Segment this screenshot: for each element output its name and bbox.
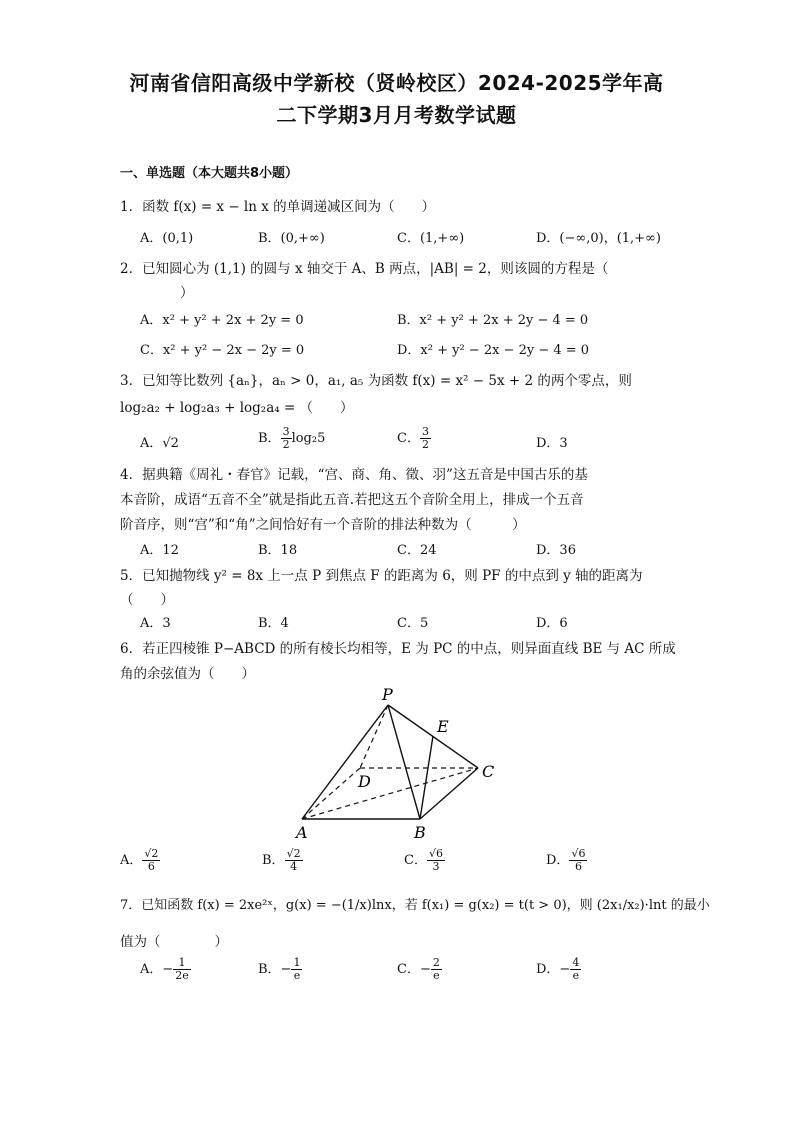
diagonal-ac bbox=[302, 768, 478, 819]
question-3-stem: 3．已知等比数列 {aₙ}，aₙ > 0，a₁, a₅ 为函数 f(x) = x² − 5x + 2 的两个零点，则 bbox=[120, 373, 632, 389]
fraction-numerator: 3 bbox=[282, 425, 290, 438]
fraction-numerator: √2 bbox=[286, 847, 301, 860]
fraction-numerator: 3 bbox=[421, 425, 429, 438]
q1-option-a[interactable]: A．(0,1) bbox=[140, 231, 194, 246]
question-7-stem-line1: 7．已知函数 f(x) = 2xe²ˣ，g(x) = −(1/x)lnx，若 f(x₁) = g(x₂) = t(t > 0)，则 (2x₁/x₂)·lnt 的最小 bbox=[120, 898, 710, 913]
question-2-stem-end: ） bbox=[180, 285, 194, 301]
q6-option-b[interactable] bbox=[262, 848, 303, 873]
q3-option-b-fraction bbox=[281, 426, 292, 451]
edge-pa bbox=[302, 705, 388, 819]
fraction-numerator: 4 bbox=[572, 956, 580, 969]
q6-option-d-fraction bbox=[569, 848, 587, 873]
label-b: B bbox=[414, 823, 426, 842]
q7-option-a-fraction bbox=[173, 957, 191, 982]
fraction-denominator: e bbox=[572, 969, 580, 982]
question-3-stem-line2: log₂a₂ + log₂a₃ + log₂a₄ = （ ） bbox=[120, 400, 354, 416]
question-5-stem-line1: 5．已知抛物线 y² = 8x 上一点 P 到焦点 F 的距离为 6，则 PF 的中点到 y 轴的距离为 bbox=[120, 568, 643, 584]
edge-bc bbox=[420, 768, 478, 819]
q6-option-c-fraction bbox=[427, 848, 445, 873]
fraction-denominator: 6 bbox=[147, 860, 155, 873]
question-2-stem: 2．已知圆心为 (1,1) 的圆与 x 轴交于 A、B 两点，|AB| = 2，则该圆的方程是（ bbox=[120, 261, 609, 277]
q6-option-c-letter: C． bbox=[404, 853, 427, 868]
edge-pb bbox=[388, 705, 420, 819]
q5-option-a[interactable]: A．3 bbox=[140, 616, 171, 631]
section-heading-single-choice: 一、单选题（本大题共8小题） bbox=[120, 166, 299, 181]
fraction-denominator: 3 bbox=[432, 860, 440, 873]
q1-option-b[interactable]: B．(0,+∞) bbox=[258, 231, 325, 246]
q3-option-c-fraction bbox=[420, 426, 431, 451]
q7-option-b[interactable] bbox=[258, 957, 302, 982]
segment-be bbox=[420, 736, 433, 819]
q6-option-d[interactable] bbox=[546, 848, 587, 873]
q6-option-c[interactable] bbox=[404, 848, 445, 873]
fraction-denominator: 4 bbox=[290, 860, 298, 873]
fraction-numerator: √2 bbox=[144, 847, 159, 860]
q7-option-d-letter: D．− bbox=[536, 962, 571, 977]
q7-option-a-letter: A．− bbox=[140, 962, 174, 977]
q6-option-b-letter: B． bbox=[262, 853, 285, 868]
q3-option-b-log: log₂5 bbox=[291, 431, 326, 446]
fraction-denominator: e bbox=[433, 969, 440, 982]
q7-option-c-fraction bbox=[431, 957, 442, 982]
question-5-stem-line2: （ ） bbox=[120, 592, 174, 608]
label-d: D bbox=[358, 772, 371, 791]
q4-option-d[interactable]: D．36 bbox=[536, 543, 576, 558]
q6-option-a[interactable] bbox=[120, 848, 160, 873]
q2-option-c[interactable]: C．x² + y² − 2x − 2y = 0 bbox=[140, 343, 305, 358]
question-6-stem-line1: 6．若正四棱锥 P−ABCD 的所有棱长均相等，E 为 PC 的中点，则异面直线 BE 与 AC 所成 bbox=[120, 641, 676, 657]
q3-option-b-letter: B． bbox=[258, 431, 281, 446]
q4-option-a[interactable]: A．12 bbox=[140, 543, 179, 558]
q3-option-c-letter: C． bbox=[397, 431, 420, 446]
fraction-denominator: 6 bbox=[574, 860, 582, 873]
label-c: C bbox=[482, 762, 495, 781]
q6-option-a-letter: A． bbox=[120, 853, 143, 868]
q6-option-a-fraction bbox=[142, 848, 160, 873]
pyramid-figure bbox=[290, 680, 520, 845]
fraction-numerator: √6 bbox=[428, 847, 443, 860]
label-e: E bbox=[437, 717, 449, 736]
q5-option-d[interactable]: D．6 bbox=[536, 616, 568, 631]
fraction-numerator: √6 bbox=[571, 847, 586, 860]
question-1-stem: 1．函数 f(x) = x − ln x 的单调递减区间为（ ） bbox=[120, 199, 436, 215]
q7-option-d[interactable] bbox=[536, 957, 581, 982]
q7-option-b-fraction bbox=[291, 957, 302, 982]
fraction-denominator: 2 bbox=[421, 438, 429, 451]
question-4-stem-line1: 4．据典籍《周礼・春官》记载，“宫、商、角、徵、羽”这五音是中国古乐的基 bbox=[120, 467, 588, 483]
exam-title-line2: 二下学期3月月考数学试题 bbox=[276, 103, 517, 127]
q7-option-c[interactable] bbox=[397, 957, 442, 982]
q4-option-c[interactable]: C．24 bbox=[397, 543, 437, 558]
q5-option-c[interactable]: C．5 bbox=[397, 616, 429, 631]
fraction-denominator: 2e bbox=[175, 969, 189, 982]
q7-option-b-letter: B．− bbox=[258, 962, 292, 977]
q3-option-b[interactable] bbox=[258, 426, 325, 451]
q2-option-a[interactable]: A．x² + y² + 2x + 2y = 0 bbox=[140, 313, 304, 328]
q1-option-d[interactable]: D．(−∞,0)，(1,+∞) bbox=[536, 231, 661, 246]
edge-ad bbox=[302, 768, 360, 819]
q2-option-d[interactable]: D．x² + y² − 2x − 2y − 4 = 0 bbox=[397, 343, 590, 358]
q2-option-b[interactable]: B．x² + y² + 2x + 2y − 4 = 0 bbox=[397, 313, 589, 328]
fraction-numerator: 2 bbox=[432, 956, 440, 969]
exam-title-line1: 河南省信阳高级中学新校（贤岭校区）2024-2025学年高 bbox=[129, 71, 664, 95]
question-4-stem-line2: 本音阶，成语“五音不全”就是指此五音.若把这五个音阶全用上，排成一个五音 bbox=[120, 492, 584, 508]
q4-option-b[interactable]: B．18 bbox=[258, 543, 298, 558]
fraction-numerator: 1 bbox=[173, 957, 191, 970]
q3-option-a[interactable]: A．√2 bbox=[140, 436, 179, 451]
q3-option-d[interactable]: D．3 bbox=[536, 436, 568, 451]
fraction-denominator: 2 bbox=[282, 438, 290, 451]
fraction-denominator: e bbox=[293, 969, 301, 982]
q7-option-c-letter: C．− bbox=[397, 962, 431, 977]
question-4-stem-line3: 阶音序，则“宫”和“角”之间恰好有一个音阶的排法种数为（ ） bbox=[120, 517, 526, 533]
label-p: P bbox=[382, 685, 393, 704]
q7-option-d-fraction bbox=[570, 957, 581, 982]
q7-option-a[interactable] bbox=[140, 957, 191, 982]
fraction-numerator: 1 bbox=[293, 956, 301, 969]
question-6-stem-line2: 角的余弦值为（ ） bbox=[120, 666, 255, 682]
question-7-stem-line2: 值为（ ） bbox=[120, 934, 228, 950]
q3-option-c[interactable] bbox=[397, 426, 431, 451]
q6-option-d-letter: D． bbox=[546, 853, 570, 868]
q5-option-b[interactable]: B．4 bbox=[258, 616, 289, 631]
q6-option-b-fraction bbox=[285, 848, 303, 873]
q1-option-c[interactable]: C．(1,+∞) bbox=[397, 231, 465, 246]
label-a: A bbox=[296, 823, 308, 842]
